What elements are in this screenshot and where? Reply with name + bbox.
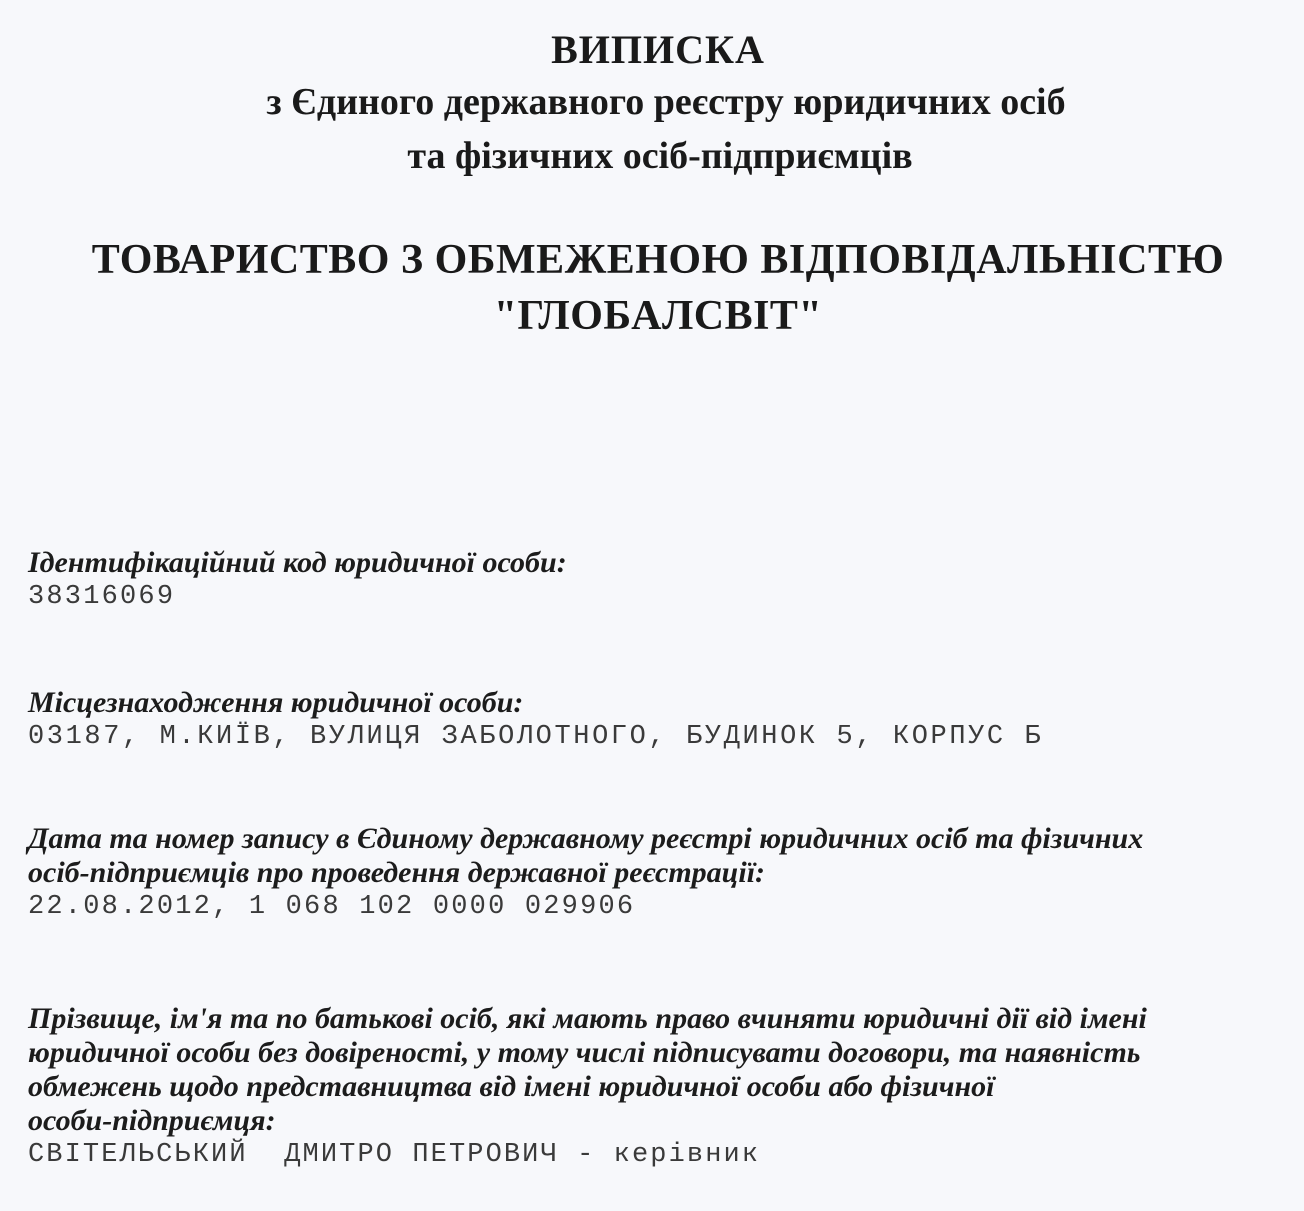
field-label-line-3: обмежень щодо представництва від імені юридичної особи або фізичної <box>28 1070 995 1103</box>
field-label-line-1: Дата та номер запису в Єдиному державному реєстрі юридичних осіб та фізичних <box>28 822 1144 855</box>
company-name-line-2: "ГЛОБАЛСВІТ" <box>493 293 823 339</box>
field-location <box>28 686 1288 754</box>
field-label: Ідентифікаційний код юридичної особи: <box>28 546 567 579</box>
field-label-line-2: осіб-підприємців про проведення державної реєстрації: <box>28 856 766 889</box>
document-subtitle-line-2: та фізичних осіб-підприємців <box>407 135 913 177</box>
field-identification-code <box>28 546 1288 614</box>
document-subtitle-line-1: з Єдиного державного реєстру юридичних осіб <box>266 81 1066 123</box>
field-label-line-2: юридичної особи без довіреності, у тому числі підписувати договори, та наявність <box>28 1036 1141 1069</box>
field-label-line-4: особи-підприємця: <box>28 1104 276 1137</box>
field-value: 38316069 <box>28 582 176 612</box>
field-value: 22.08.2012, 1 068 102 0000 029906 <box>28 892 636 922</box>
company-name-line-1: ТОВАРИСТВО З ОБМЕЖЕНОЮ ВІДПОВІДАЛЬНІСТЮ <box>91 237 1225 283</box>
field-label-line-1: Прізвище, ім'я та по батькові осіб, які мають право вчиняти юридичні дії від імені <box>28 1002 1147 1035</box>
field-value: 03187, М.КИЇВ, ВУЛИЦЯ ЗАБОЛОТНОГО, БУДИНОК 5, КОРПУС Б <box>28 722 1044 752</box>
field-label: Місцезнаходження юридичної особи: <box>28 686 524 719</box>
field-value: СВІТЕЛЬСЬКИЙ ДМИТРО ПЕТРОВИЧ - керівник <box>28 1140 761 1170</box>
field-authorized-persons <box>28 1002 1288 1172</box>
document-title: ВИПИСКА <box>551 27 765 72</box>
field-registration-record <box>28 822 1288 924</box>
